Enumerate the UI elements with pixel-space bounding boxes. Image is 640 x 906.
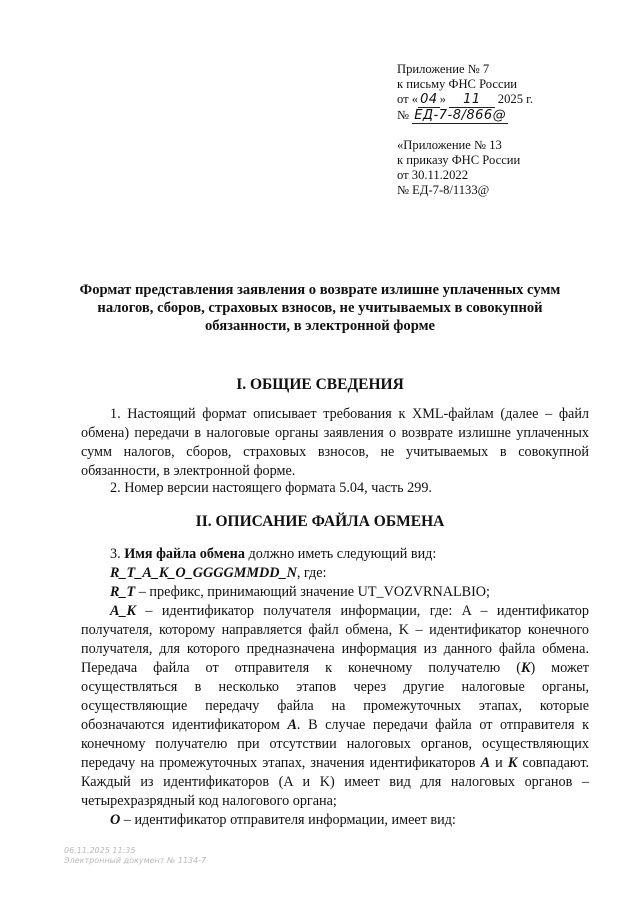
section-2-body (81, 545, 589, 830)
recipient-definition: A_K – идентификатор получателя информации, где: A – идентификатор получателя, которому направляется файл обмена, K – идентификатор конечного получателя, для которого предназначена информация из данного файла обмена. Передача файла от отправителя к конечному получателю (K) может осуществляться в несколько этапов через другие налоговые органы, осуществляющие передачу файла на промежуточных этапах, которые обозначаются идентификатором A. В случае передачи файла от отправителя к конечному получателю при отсутствии налоговых органов, осуществляющих передачу на промежуточных этапах, значения идентификаторов A и K совпадают. Каждый из идентификаторов (A и K) имеет вид для налоговых органов – четырехразрядный код налогового органа; (81, 603, 589, 809)
appendix-letter-number: № ЕД-7-8/866@ (397, 108, 507, 123)
handwritten-day: 04 (420, 92, 438, 107)
section-1-heading: I. ОБЩИЕ СВЕДЕНИЯ (236, 376, 404, 393)
handwritten-number: ЕД-7-8/866@ (414, 108, 507, 123)
appendix-order-date: от 30.11.2022 (397, 168, 468, 182)
appendix-letter-date: от « 04 » 11 2025 г. (397, 92, 534, 107)
appendix-order-ref: к приказу ФНС России (397, 153, 521, 167)
file-name-pattern: R_T_A_K_O_GGGGMMDD_N, где: (110, 565, 327, 581)
appendix-order-block (397, 138, 520, 198)
appendix-letter-ref: к письму ФНС России (397, 77, 518, 91)
section-1-paragraph-1: 1. Настоящий формат описывает требования к XML-файлам (далее – файл обмена) передачи в налоговые органы заявления о возврате излишне уплаченных сумм налогов, сборов, страховых взносов, не учитываемых в совокупной обязанности, в электронной форме. (81, 406, 589, 479)
section-2-heading: II. ОПИСАНИЕ ФАЙЛА ОБМЕНА (195, 513, 445, 530)
prefix-definition: R_T – префикс, принимающий значение UT_VOZVRNALBIO; (110, 584, 490, 600)
document-title: Формат представления заявления о возврате излишне уплаченных сумм налогов, сборов, страховых взносов, не учитываемых в совокупной обязанности, в электронной форме (79, 282, 561, 334)
handwritten-month: 11 (449, 92, 495, 108)
section-1-paragraph-2: 2. Номер версии настоящего формата 5.04, часть 299. (110, 480, 432, 496)
appendix-letter-title: Приложение № 7 (397, 62, 490, 76)
appendix-order-number: № ЕД-7-8/1133@ (397, 183, 490, 197)
footer-watermark: 06.11.2025 11:35 Электронный документ № 1134-7 (64, 846, 207, 865)
appendix-letter-block (397, 62, 533, 124)
sender-definition: O – идентификатор отправителя информации, имеет вид: (110, 812, 456, 828)
appendix-order-title: «Приложение № 13 (397, 138, 502, 152)
file-name-intro: 3. Имя файла обмена должно иметь следующий вид: (110, 546, 437, 562)
